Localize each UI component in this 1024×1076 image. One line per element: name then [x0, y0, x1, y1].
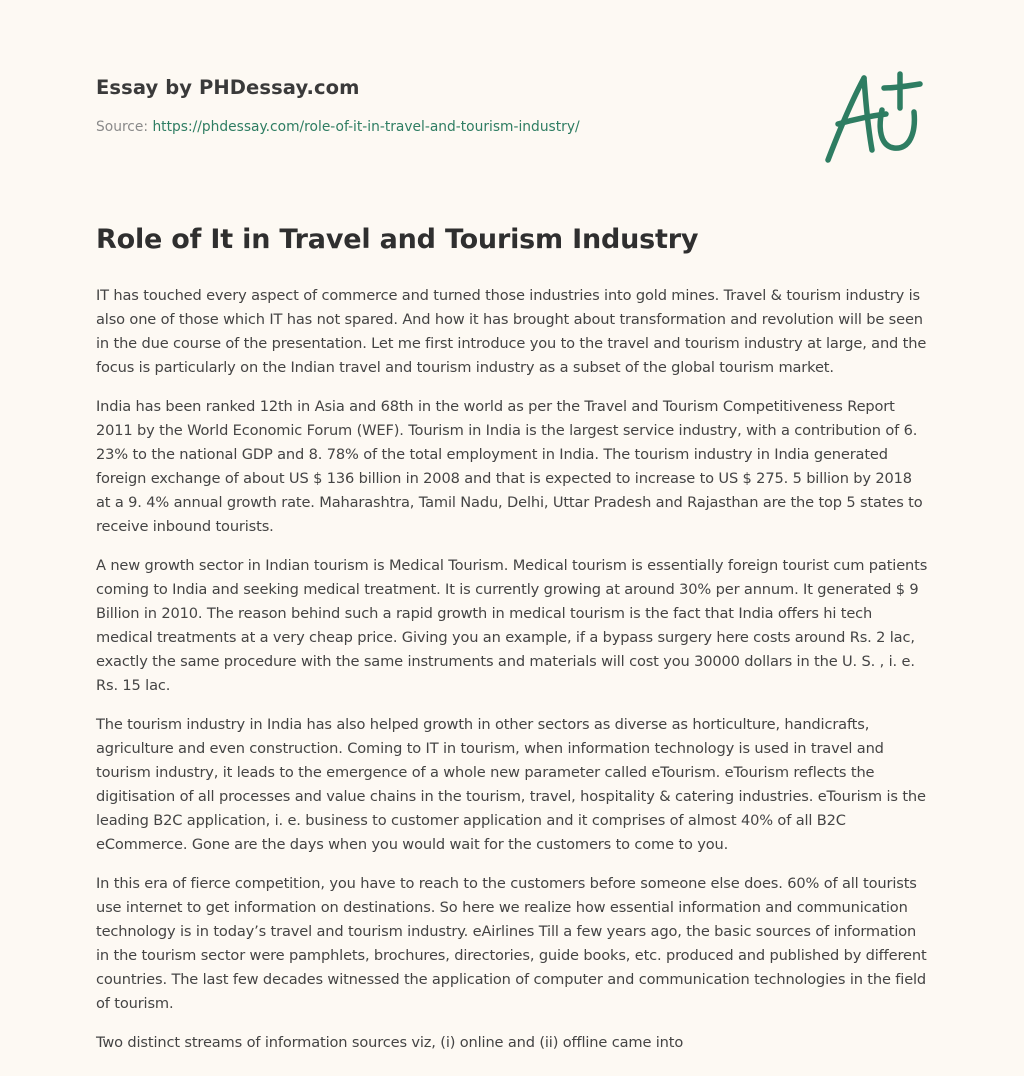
paragraph: India has been ranked 12th in Asia and 68th in the world as per the Travel and Tourism Competitiveness Report 2011 by the World Economic Forum (WEF). Tourism in India is the largest service industry, with a contribution of 6. 23% to the national GDP and 8. 78% of the total employment in India. The tourism industry in India generated foreign exchange of about US $ 136 billion in 2008 and that is expected to increase to US $ 275. 5 billion by 2018 at a 9. 4% annual growth rate. Maharashtra, Tamil Nadu, Delhi, Uttar Pradesh and Rajasthan are the top 5 states to receive inbound tourists.	[96, 398, 923, 535]
page-header	[96, 76, 736, 135]
paragraph: In this era of fierce competition, you have to reach to the customers before someone else does. 60% of all tourists use internet to get information on destinations. So here we realize how essential information and communication technology is in today’s travel and tourism industry. eAirlines Till a few years ago, the basic sources of information in the tourism sector were pamphlets, brochures, directories, guide books, etc. produced and published by different countries. The last few decades witnessed the application of computer and communication technologies in the field of tourism.	[96, 875, 927, 1012]
essay-title: Role of It in Travel and Tourism Industry	[96, 224, 699, 255]
source-link[interactable]: https://phdessay.com/role-of-it-in-travel-and-tourism-industry/	[152, 119, 580, 135]
site-title: Essay by PHDessay.com	[96, 76, 360, 99]
paragraph: The tourism industry in India has also helped growth in other sectors as diverse as horticulture, handicrafts, agriculture and even construction. Coming to IT in tourism, when information technology is used in travel and tourism industry, it leads to the emergence of a whole new parameter called eTourism. eTourism reflects the digitisation of all processes and value chains in the tourism, travel, hospitality & catering industries. eTourism is the leading B2C application, i. e. business to customer application and it comprises of almost 40% of all B2C eCommerce. Gone are the days when you would wait for the customers to come to you.	[96, 716, 926, 853]
source-label: Source:	[96, 119, 149, 135]
essay-body	[96, 284, 930, 1070]
paragraph: IT has touched every aspect of commerce and turned those industries into gold mines. Travel & tourism industry is also one of those which IT has not spared. And how it has brought about transformation and revolution will be seen in the due course of the presentation. Let me first introduce you to the travel and tourism industry at large, and the focus is particularly on the Indian travel and tourism industry as a subset of the global tourism market.	[96, 287, 927, 376]
source-line	[96, 119, 736, 135]
a-plus-grade-icon	[816, 66, 932, 166]
paragraph: Two distinct streams of information sources viz, (i) online and (ii) offline came into	[96, 1034, 684, 1051]
paragraph: A new growth sector in Indian tourism is Medical Tourism. Medical tourism is essentially foreign tourist cum patients coming to India and seeking medical treatment. It is currently growing at around 30% per annum. It generated $ 9 Billion in 2010. The reason behind such a rapid growth in medical tourism is the fact that India offers hi tech medical treatments at a very cheap price. Giving you an example, if a bypass surgery here costs around Rs. 2 lac, exactly the same procedure with the same instruments and materials will cost you 30000 dollars in the U. S. , i. e. Rs. 15 lac.	[96, 557, 928, 694]
